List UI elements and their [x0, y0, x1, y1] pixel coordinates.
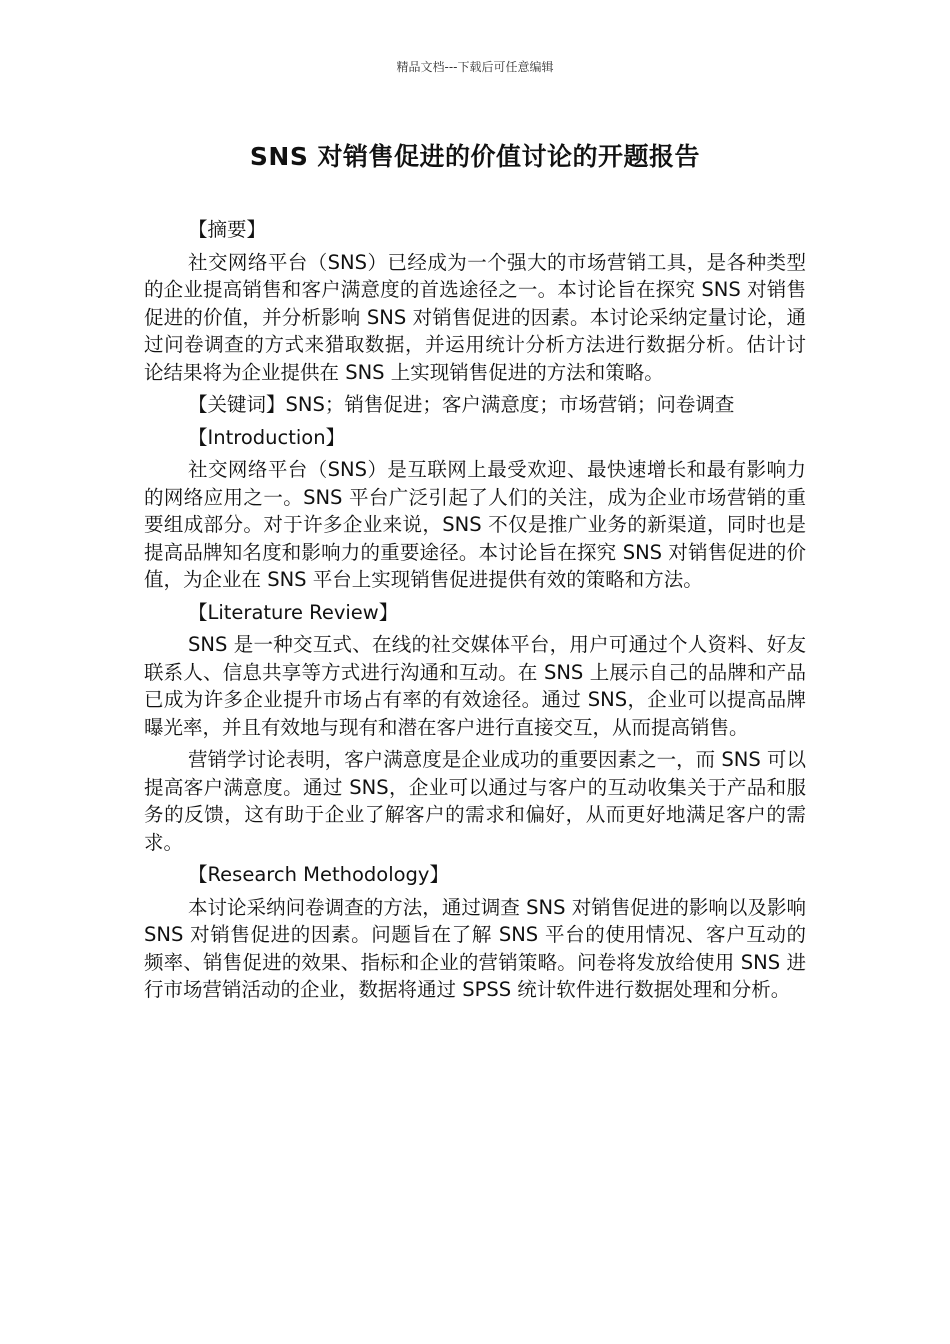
introduction-paragraph: 社交网络平台（SNS）是互联网上最受欢迎、最快速增长和最有影响力的网络应用之一。SNS 平台广泛引起了人们的关注，成为企业市场营销的重要组成部分。对于许多企业来说，SNS 不仅是推广业务的新渠道，同时也是提高品牌知名度和影响力的重要途径。本讨论旨在探究 SNS 对销售促进的价值，为企业在 SNS 平台上实现销售促进提供有效的策略和方法。 — [144, 458, 806, 591]
document-body — [144, 216, 806, 1009]
abstract-paragraph: 社交网络平台（SNS）已经成为一个强大的市场营销工具，是各种类型的企业提高销售和客户满意度的首选途径之一。本讨论旨在探究 SNS 对销售促进的价值，并分析影响 SNS 对销售促进的因素。本讨论采纳定量讨论，通过问卷调查的方式来猎取数据，并运用统计分析方法进行数据分析。估计讨论结果将为企业提供在 SNS 上实现销售促进的方法和策略。 — [144, 250, 806, 384]
document-title: SNS 对销售促进的价值讨论的开题报告 — [249, 142, 701, 171]
keywords-line: 【关键词】SNS；销售促进；客户满意度；市场营销；问卷调查 — [188, 393, 735, 416]
introduction-heading: 【Introduction】 — [188, 425, 346, 449]
literature-review-heading: 【Literature Review】 — [188, 600, 399, 624]
abstract-heading: 【摘要】 — [188, 218, 267, 241]
literature-review-paragraph-2: 营销学讨论表明，客户满意度是企业成功的重要因素之一，而 SNS 可以提高客户满意度。通过 SNS，企业可以通过与客户的互动收集关于产品和服务的反馈，这有助于企业了解客户的需求和偏好，从而更好地满足客户的需求。 — [144, 748, 806, 854]
research-methodology-heading: 【Research Methodology】 — [188, 863, 449, 886]
research-methodology-paragraph: 本讨论采纳问卷调查的方法，通过调查 SNS 对销售促进的影响以及影响 SNS 对销售促进的因素。问题旨在了解 SNS 平台的使用情况、客户互动的频率、销售促进的效果、指标和企业的营销策略。问卷将发放给使用 SNS 进行市场营销活动的企业，数据将通过 SPSS 统计软件进行数据处理和分析。 — [144, 895, 806, 1001]
header-note: 精品文档---下载后可任意编辑 — [396, 60, 554, 74]
literature-review-paragraph-1: SNS 是一种交互式、在线的社交媒体平台，用户可通过个人资料、好友联系人、信息共享等方式进行沟通和互动。在 SNS 上展示自己的品牌和产品已成为许多企业提升市场占有率的有效途径。通过 SNS，企业可以提高品牌曝光率，并且有效地与现有和潜在客户进行直接交互，从而提高销售。 — [144, 633, 806, 739]
